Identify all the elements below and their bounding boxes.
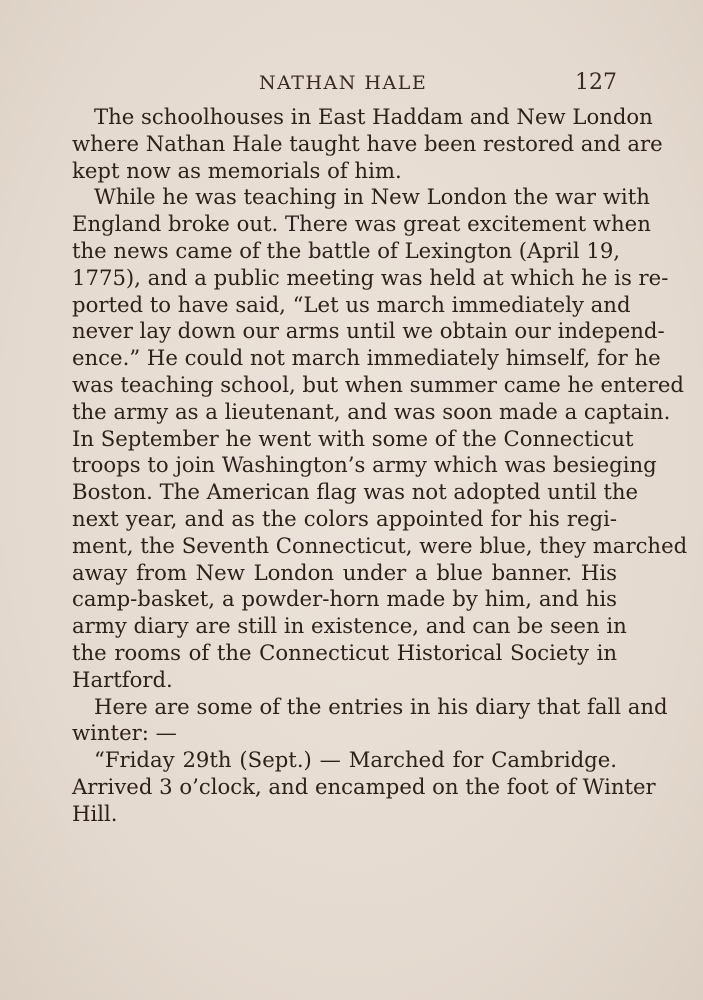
text-line: camp-basket, a powder-horn made by him, and his [72,586,617,612]
text-line: ported to have said, “Let us march immediately and [72,291,631,317]
text-line: kept now as memorials of him. [72,157,402,183]
text-line: Hill. [72,800,118,826]
text-line: winter: — [72,720,177,746]
paragraph-1 [72,104,663,184]
text-line: next year, and as the colors appointed for his regi- [72,505,617,531]
text-line: where Nathan Hale taught have been restored and are [72,130,663,156]
paragraph-3 [72,693,668,748]
text-line: Boston. The American flag was not adopted until the [72,479,639,505]
text-line: Arrived 3 o’clock, and encamped on the foot of Winter [72,773,656,799]
text-line: the army as a lieutenant, and was soon made a captain. [72,398,671,424]
text-line: army diary are still in existence, and can be seen in [72,613,627,639]
text-line: was teaching school, but when summer came he entered [72,371,684,397]
paragraph-2 [72,184,688,693]
page-header [72,72,617,98]
text-line: troops to join Washington’s army which was besieging [72,452,657,478]
text-line: ence.” He could not march immediately himself, for he [72,345,661,371]
text-line: ment, the Seventh Connecticut, were blue, they marched [72,532,688,558]
text-line: “Friday 29th (Sept.) — Marched for Cambridge. [94,747,617,773]
text-line: the rooms of the Connecticut Historical Society in [72,639,617,665]
paragraph-4 [72,747,656,827]
text-line: While he was teaching in New London the war with [94,184,650,210]
text-line: 1775), and a public meeting was held at which he is re- [72,264,669,290]
text-line: away from New London under a blue banner. His [72,559,617,585]
text-line: Hartford. [72,666,173,692]
text-line: the news came of the battle of Lexington (April 19, [72,237,621,263]
running-title: NATHAN HALE [259,72,428,94]
text-line: never lay down our arms until we obtain our independ- [72,318,665,344]
text-line: The schoolhouses in East Haddam and New London [94,104,653,129]
text-line: In September he went with some of the Connecticut [72,425,634,451]
text-line: England broke out. There was great excitement when [72,211,651,237]
page-number: 127 [575,70,617,95]
page-body [72,104,688,828]
text-line: Here are some of the entries in his diary that fall and [94,693,668,719]
